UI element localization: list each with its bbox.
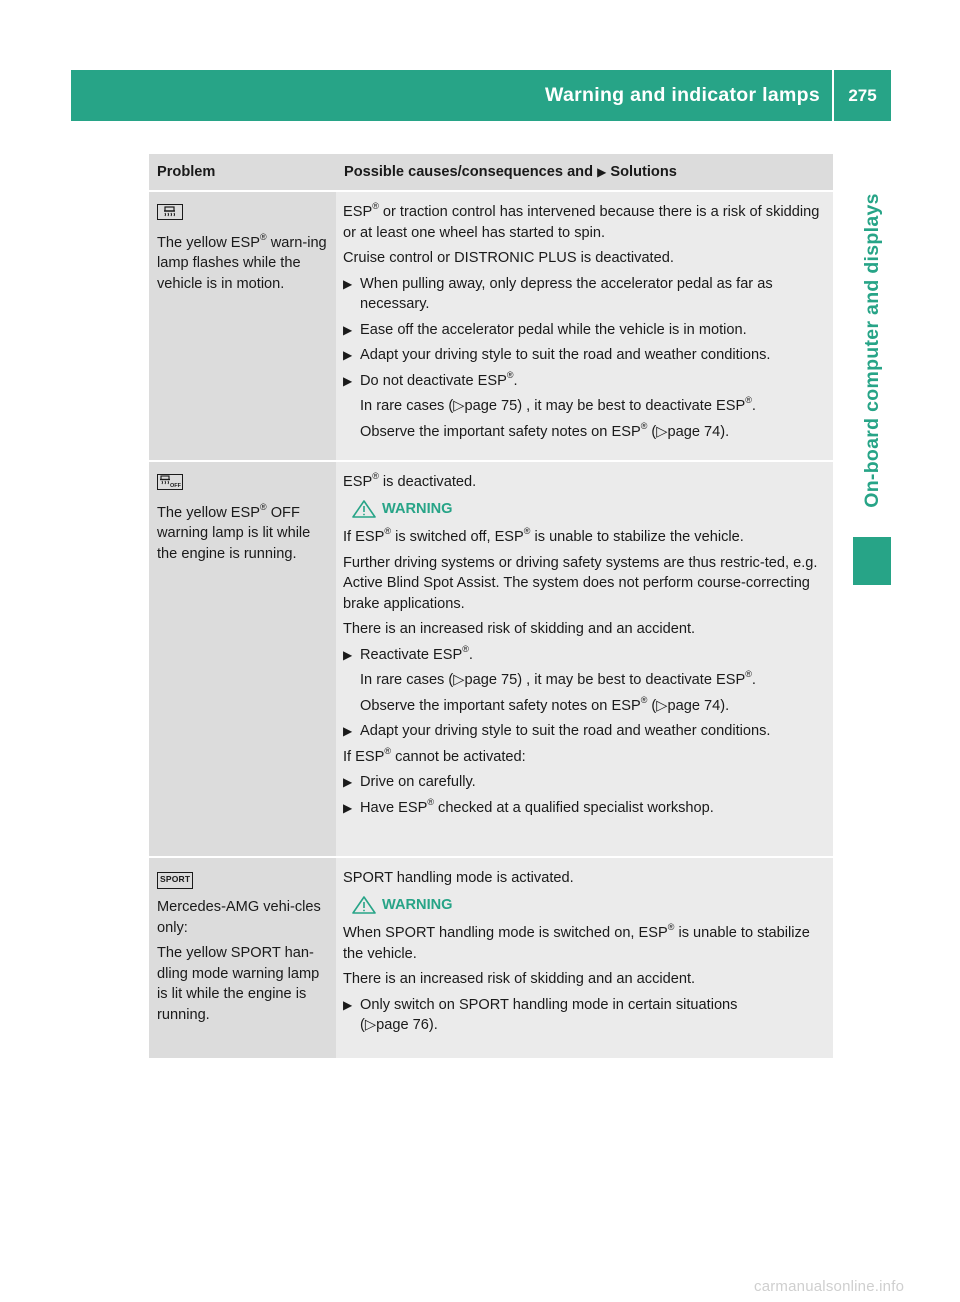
problem-text: The yellow ESP® OFF warning lamp is lit while the engine is running. (157, 501, 311, 562)
warning-lamp-table (149, 154, 833, 1058)
warning-heading (343, 499, 829, 520)
column-header-solutions: Possible causes/consequences and ▶ Solutions (336, 154, 833, 190)
side-tab (853, 170, 891, 530)
instruction-step: ▶ Do not deactivate ESP®. (343, 371, 829, 392)
arrow-icon: ▶ (343, 647, 353, 662)
instruction-step: ▶ Ease off the accelerator pedal while the vehicle is in motion. (343, 320, 829, 341)
page-reference-text[interactable]: In rare cases (▷page 75) , it may be best to deactivate ESP®. (360, 669, 756, 688)
cause-text: ESP® or traction control has intervened because there is a risk of skidding or at least one wheel has started to spin. (343, 201, 820, 241)
instruction-step: ▶ When pulling away, only depress the accelerator pedal as far as necessary. (343, 274, 829, 315)
reference-arrow-icon: ▷ (656, 697, 668, 714)
arrow-icon: ▶ (343, 322, 353, 337)
arrow-icon: ▶ (343, 997, 353, 1012)
solution-cell (336, 858, 833, 1058)
page-reference-text[interactable]: In rare cases (▷page 75) , it may be best to deactivate ESP®. (360, 395, 756, 414)
esp-off-lamp-icon (157, 474, 183, 490)
warning-triangle-icon (352, 896, 376, 914)
instruction-step: ▶ Adapt your driving style to suit the road and weather conditions. (343, 345, 829, 366)
problem-cell (149, 858, 336, 1058)
cause-text: ESP® is deactivated. (343, 471, 477, 490)
problem-cell (149, 192, 336, 460)
cause-text: SPORT handling mode is activated. (343, 870, 574, 886)
warning-label: WARNING (382, 500, 453, 517)
arrow-icon: ▶ (343, 373, 353, 388)
reference-arrow-icon: ▷ (453, 672, 465, 688)
arrow-icon: ▶ (343, 775, 353, 789)
reference-arrow-icon: ▷ (656, 423, 668, 440)
side-tab-label: On-board computer and displays (860, 192, 883, 508)
arrow-icon: ▶ (343, 276, 353, 291)
warning-text: When SPORT handling mode is switched on, ESP® is unable to stabilize the vehicle. (343, 922, 810, 962)
arrow-icon: ▶ (597, 165, 607, 179)
condition-text: If ESP® cannot be activated: (343, 745, 526, 765)
page-reference-text[interactable]: Observe the important safety notes on ESP® (▷page 74). (360, 694, 730, 714)
warning-heading (343, 895, 829, 916)
arrow-icon: ▶ (343, 800, 353, 815)
instruction-step: ▶ Adapt your driving style to suit the road and weather conditions. (343, 721, 829, 742)
warning-triangle-icon (352, 500, 376, 518)
warning-text: There is an increased risk of skidding and an accident. (343, 971, 696, 987)
warning-label: WARNING (382, 896, 453, 913)
footer-watermark: carmanualsonline.info (754, 1278, 905, 1295)
section-title: Warning and indicator lamps (545, 84, 820, 106)
page-reference-text[interactable]: Observe the important safety notes on ESP® (▷page 74). (360, 420, 730, 440)
solution-cell (336, 462, 833, 856)
problem-text: The yellow SPORT han-dling mode warning lamp is lit while the engine is running. (157, 945, 320, 1023)
arrow-icon: ▶ (343, 348, 353, 362)
solution-cell (336, 192, 833, 460)
column-header-problem: Problem (149, 154, 336, 190)
problem-cell (149, 462, 336, 856)
warning-text: Further driving systems or driving safety systems are thus restric-ted, e.g. Active Blind Spot Assist. The system does not perform course-correcting brake applications. (343, 554, 818, 612)
page-number: 275 (848, 85, 877, 105)
reference-arrow-icon[interactable]: ▷ (364, 1017, 377, 1033)
sport-lamp-icon: SPORT (157, 872, 193, 889)
instruction-step: ▶ Reactivate ESP®. (343, 645, 829, 666)
page-header (71, 70, 891, 121)
warning-text: There is an increased risk of skidding and an accident. (343, 621, 696, 637)
problem-text: The yellow ESP® warn-ing lamp flashes while the vehicle is in motion. (157, 231, 327, 292)
side-tab-marker (853, 537, 891, 585)
problem-text: Mercedes-AMG vehi-cles only: (157, 899, 321, 936)
instruction-step: ▶ Drive on carefully. (343, 772, 829, 793)
warning-text: If ESP® is switched off, ESP® is unable to stabilize the vehicle. (343, 526, 744, 545)
svg-text:OFF: OFF (170, 483, 181, 488)
esp-warning-lamp-icon (157, 204, 183, 220)
reference-arrow-icon: ▷ (453, 398, 465, 414)
consequence-text: Cruise control or DISTRONIC PLUS is deactivated. (343, 250, 674, 266)
instruction-step: ▶ Only switch on SPORT handling mode in certain situations (▷page 76). (343, 995, 829, 1036)
instruction-step: ▶ Have ESP® checked at a qualified specialist workshop. (343, 798, 829, 819)
arrow-icon: ▶ (343, 724, 353, 738)
